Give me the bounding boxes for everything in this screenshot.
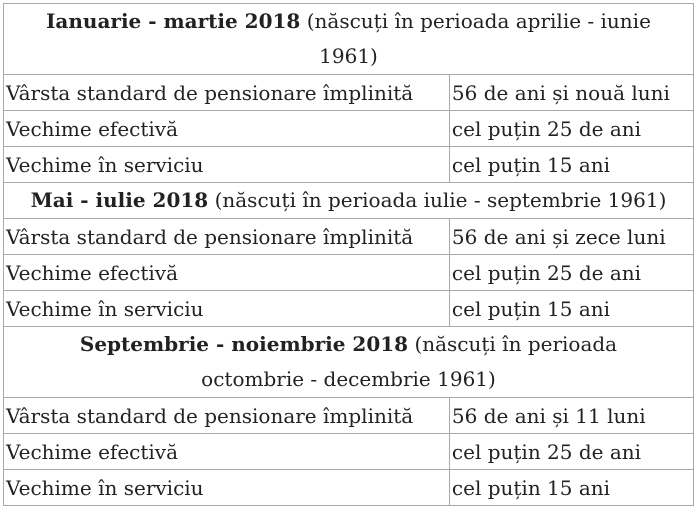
table-row bbox=[4, 434, 694, 470]
table-row bbox=[4, 255, 694, 291]
requirement-label: Vechime efectivă bbox=[4, 111, 450, 147]
pension-requirements-table bbox=[3, 3, 694, 506]
requirement-value: 56 de ani și nouă luni bbox=[449, 75, 693, 111]
requirement-value: cel puțin 15 ani bbox=[449, 291, 693, 327]
requirement-label: Vârsta standard de pensionare împlinită bbox=[4, 398, 450, 434]
requirement-label: Vechime în serviciu bbox=[4, 470, 450, 506]
requirement-label: Vârsta standard de pensionare împlinită bbox=[4, 219, 450, 255]
table-row bbox=[4, 291, 694, 327]
period-title: Ianuarie - martie 2018 bbox=[46, 9, 301, 33]
table-row bbox=[4, 398, 694, 434]
period-title: Septembrie - noiembrie 2018 bbox=[79, 332, 409, 356]
requirement-label: Vechime efectivă bbox=[4, 255, 450, 291]
requirement-label: Vechime în serviciu bbox=[4, 291, 450, 327]
requirement-value: cel puțin 25 de ani bbox=[449, 255, 693, 291]
section-header-row bbox=[4, 327, 694, 398]
birth-period-note: (născuți în perioada octombrie - decembrie 1961) bbox=[201, 332, 618, 391]
requirement-label: Vechime în serviciu bbox=[4, 147, 450, 183]
requirement-value: cel puțin 15 ani bbox=[449, 470, 693, 506]
table-row bbox=[4, 219, 694, 255]
table-row bbox=[4, 147, 694, 183]
requirement-value: cel puțin 15 ani bbox=[449, 147, 693, 183]
section-header-row bbox=[4, 4, 694, 75]
requirement-value: 56 de ani și 11 luni bbox=[449, 398, 693, 434]
section-header bbox=[4, 327, 694, 398]
requirement-label: Vechime efectivă bbox=[4, 434, 450, 470]
requirement-value: cel puțin 25 de ani bbox=[449, 434, 693, 470]
section-header-row bbox=[4, 183, 694, 219]
table-row bbox=[4, 111, 694, 147]
table-row bbox=[4, 470, 694, 506]
section-header bbox=[4, 4, 694, 75]
period-title: Mai - iulie 2018 bbox=[30, 188, 209, 212]
table-row bbox=[4, 75, 694, 111]
section-header bbox=[4, 183, 694, 219]
requirement-value: cel puțin 25 de ani bbox=[449, 111, 693, 147]
birth-period-note: (născuți în perioada aprilie - iunie 1961) bbox=[306, 9, 651, 68]
requirement-label: Vârsta standard de pensionare împlinită bbox=[4, 75, 450, 111]
requirement-value: 56 de ani și zece luni bbox=[449, 219, 693, 255]
birth-period-note: (născuți în perioada iulie - septembrie 1961) bbox=[214, 188, 667, 212]
